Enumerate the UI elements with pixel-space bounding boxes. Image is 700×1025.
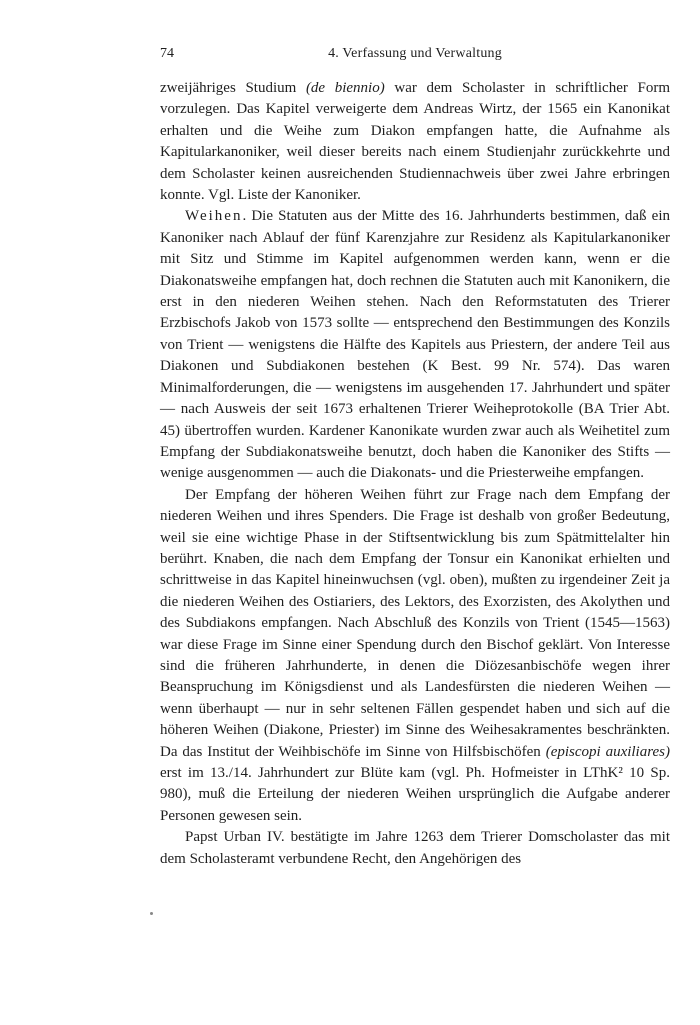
italic-text: (de biennio) bbox=[305, 80, 385, 96]
section-keyword: Weihen bbox=[185, 208, 243, 225]
italic-text: (episcopi auxiliares) bbox=[545, 743, 670, 760]
text-run: erst im 13./14. Jahrhundert zur Blüte kam (vgl. Ph. Hofmeister in LThK² 10 Sp. 980), muß die Erteilung der niederen Weihen ursprünglich die Aufgabe anderer Personen gewesen sein. bbox=[160, 765, 670, 824]
page-number: 74 bbox=[160, 46, 174, 61]
paragraph bbox=[160, 206, 670, 484]
paragraph bbox=[160, 485, 670, 828]
body-text bbox=[160, 78, 670, 870]
text-run: Der Empfang der höheren Weihen führt zur Frage nach dem Empfang der niederen Weihen und ihres Spenders. Die Frage ist deshalb von großer Bedeutung, weil sie eine wichtige Phase in der Stiftsentwicklung bis zum Spätmittelalter hin berührt. Knaben, die nach dem Empfang der Tonsur ein Kanonikat erhielten und schrittweise in das Kapitel hineinwuchsen (vgl. oben), mußten zu irgendeiner Zeit ja die niederen Weihen des Ostiariers, des Lektors, des Exorzisten, des Akolythen und des Subdiakons empfangen. Nach Abschluß des Konzils von Trient (1545—1563) war diese Frage im Sinne einer Spendung durch den Bischof geklärt. Von Interesse sind die früheren Jahrhunderte, in denen die Diözesanbischöfe wegen ihrer Beanspruchung im Königsdienst und als Landesfürsten die niederen Weihen — wenn überhaupt — nur in sehr seltenen Fällen gespendet haben und sich auf die höheren Weihen (Diakone, Priester) im Sinne des Weihesakramentes beschränkten. Da das Institut der Weihbischöfe im Sinne von Hilfsbischöfen bbox=[160, 486, 670, 760]
paragraph bbox=[160, 78, 670, 206]
paragraph bbox=[160, 827, 670, 870]
text-run: . Die Statuten aus der Mitte des 16. Jahrhunderts bestimmen, daß ein Kanoniker nach Ablauf der fünf Karenzjahre zur Residenz als Kapitularkanoniker mit Sitz und Stimme im Kapitel aufgenommen werden kann, wenn er die Diakonatsweihe empfangen hat, doch rechnen die Statuten auch mit Kanonikern, die erst in den niederen Weihen stehen. Nach den Reformstatuten des Trierer Erzbischofs Jakob von 1573 sollte — entsprechend den Bestimmungen des Konzils von Trient — wenigstens die Hälfte des Kapitels aus Priestern, der andere Teil aus Diakonen und Subdiakonen bestehen (K Best. 99 Nr. 574). Das waren Minimalforderungen, die — wenigstens im ausgehenden 17. Jahrhundert und später — nach Ausweis der seit 1673 erhaltenen Trierer Weiheprotokolle (BA Trier Abt. 45) übertroffen wurden. Kardener Kanonikate wurden zwar auch als Weihetitel zum Empfang der Subdiakonatsweihe benutzt, doch haben die Kanoniker des Stifts — wenige ausgenommen — auch die Diakonats- und die Priesterweihe empfangen. bbox=[160, 208, 670, 482]
text-run: zweijähriges Studium bbox=[160, 80, 306, 96]
text-run: war dem Scholaster in schriftlicher Form vorzulegen. Das Kapitel verweigerte dem Andreas Wirtz, der 1565 ein Kanonikat erhalten und die Weihe zum Diakon empfangen hatte, die Aufnahme als Kapitularkanoniker, weil dieser bereits nach einem Studienjahr zurückkehrte und dem Scholaster keinen ausreichenden Studiennachweis über zwei Jahre erbringen konnte. Vgl. Liste der Kanoniker. bbox=[160, 80, 670, 204]
margin-mark bbox=[150, 912, 153, 915]
page-header bbox=[160, 46, 670, 66]
text-run: Papst Urban IV. bestätigte im Jahre 1263 dem Trierer Domscholaster das mit dem Scholasteramt verbundene Recht, den Angehörigen des bbox=[160, 829, 670, 867]
running-head: 4. Verfassung und Verwaltung bbox=[328, 46, 502, 61]
